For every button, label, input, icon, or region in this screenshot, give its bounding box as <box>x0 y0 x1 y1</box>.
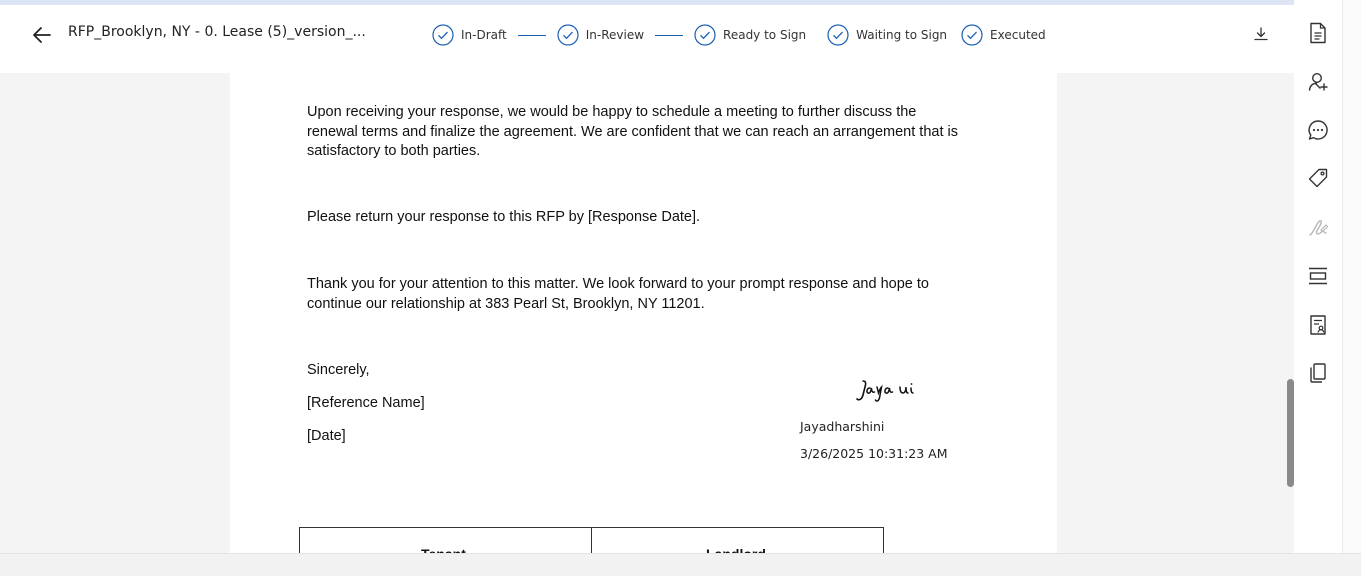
copy-icon[interactable] <box>1306 361 1330 385</box>
step-label: Ready to Sign <box>723 28 807 42</box>
step-waiting-to-sign[interactable] <box>827 24 947 46</box>
step-connector <box>518 35 546 36</box>
check-circle-icon <box>557 24 579 46</box>
document-title: RFP_Brooklyn, NY - 0. Lease (5)_version_... <box>68 24 366 40</box>
signature-timestamp: 3/26/2025 10:31:23 AM <box>800 446 948 461</box>
check-circle-icon <box>432 24 454 46</box>
step-executed[interactable] <box>961 24 1046 46</box>
tag-icon[interactable] <box>1306 166 1330 190</box>
paragraph-line: continue our relationship at 383 Pearl St, Brooklyn, NY 11201. <box>307 295 705 312</box>
step-label: Executed <box>990 28 1046 42</box>
workflow-stepper <box>432 23 1046 47</box>
step-label: In-Draft <box>461 28 507 42</box>
signature-icon <box>1306 216 1330 240</box>
paragraph-line: Please return your response to this RFP by [Response Date]. <box>307 209 701 225</box>
date-placeholder: [Date] <box>307 428 346 444</box>
step-connector <box>655 35 683 36</box>
step-in-review[interactable] <box>557 24 644 46</box>
check-circle-icon <box>961 24 983 46</box>
page-break-icon[interactable] <box>1306 264 1330 288</box>
toolbar-edge <box>1342 0 1361 553</box>
document-icon[interactable] <box>1306 21 1330 45</box>
step-in-draft[interactable] <box>432 24 507 46</box>
check-circle-icon <box>694 24 716 46</box>
reference-name: [Reference Name] <box>307 395 425 411</box>
paragraph-line: satisfactory to both parties. <box>307 143 481 159</box>
signer-name: Jayadharshini <box>800 419 885 434</box>
check-circle-icon <box>827 24 849 46</box>
paragraph-line: Upon receiving your response, we would be happy to schedule a meeting to further discuss the <box>307 104 917 120</box>
document-page <box>230 73 1057 553</box>
download-icon[interactable] <box>1252 25 1270 43</box>
step-label: In-Review <box>585 28 645 42</box>
header-bar <box>0 5 1294 73</box>
signature-image <box>850 373 930 405</box>
step-ready-to-sign[interactable] <box>694 24 806 46</box>
scrollbar-thumb[interactable] <box>1287 379 1294 487</box>
bottom-status-bar <box>0 553 1361 576</box>
comment-icon[interactable] <box>1306 118 1330 142</box>
paragraph-line: Thank you for your attention to this matter. We look forward to your prompt response and hope to <box>307 276 929 292</box>
paragraph-line: renewal terms and finalize the agreement. We are confident that we can reach an arrangement that is <box>307 123 958 140</box>
add-user-icon[interactable] <box>1306 70 1330 94</box>
step-label: Waiting to Sign <box>856 28 948 42</box>
document-viewer[interactable] <box>0 73 1294 553</box>
form-icon[interactable] <box>1306 313 1330 337</box>
back-arrow-icon[interactable] <box>30 23 54 47</box>
closing-text: Sincerely, <box>307 362 370 378</box>
